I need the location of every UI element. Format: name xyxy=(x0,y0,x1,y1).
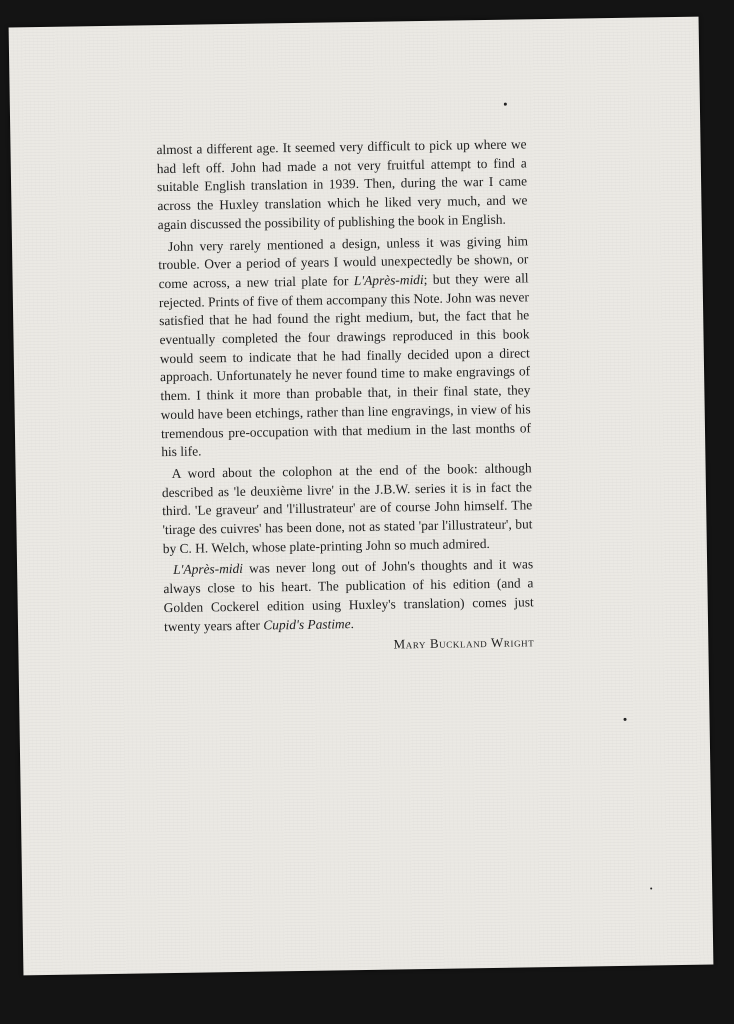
paper-speck xyxy=(650,887,652,889)
paragraph-2: John very rarely mentioned a design, unless it was giving him trouble. Over a period of years I would unexpectedly be shown, or come across, a new trial plate for L'Après-midi; but they were all rejected. Prints of five of them accompany this Note. John was never satisfied that he had found the right medium, but, the fact that he eventually completed the four drawings reproduced in this book would seem to indicate that he had finally decided upon a direct approach. Unfortunately he never found time to make engravings of them. I think it more than probable that, in their final state, they would have been etchings, rather than line engravings, in view of his tremendous pre-occupation with that medium in the last months of his life. xyxy=(158,232,532,460)
book-title-italic: Cupid's Pastime xyxy=(263,615,351,633)
book-title-italic: L'Après-midi xyxy=(353,271,424,289)
paper-speck xyxy=(504,103,507,106)
paper-speck xyxy=(624,718,627,721)
signature: Mary Buckland Wright xyxy=(393,634,535,652)
note-text xyxy=(156,135,534,658)
paragraph-1: almost a different age. It seemed very difficult to pick up where we had left off. John had made a not very fruitful attempt to find a suitable English translation in 1939. Then, during the war I came across the Huxley translation which he liked very much, and we again discussed the possibility of publishing the book in English. xyxy=(156,136,528,232)
paragraph-4: L'Après-midi was never long out of John's thoughts and it was always close to his heart. The publication of his edition (and a Golden Cockerel edition using Huxley's translation) comes just twenty years after Cupid's Pastime. xyxy=(163,556,534,634)
paragraph-3: A word about the colophon at the end of the book: although described as 'le deuxième livre' in the J.B.W. series it is in fact the third. 'Le graveur' and 'l'illustrateur' are of course John himself. The 'tirage des cuivres' has been done, not as stated 'par l'illustrateur', but by C. H. Welch, whose plate-printing John so much admired. xyxy=(161,460,533,556)
book-title-italic: L'Après-midi xyxy=(173,561,244,578)
paper-sheet xyxy=(9,17,714,976)
